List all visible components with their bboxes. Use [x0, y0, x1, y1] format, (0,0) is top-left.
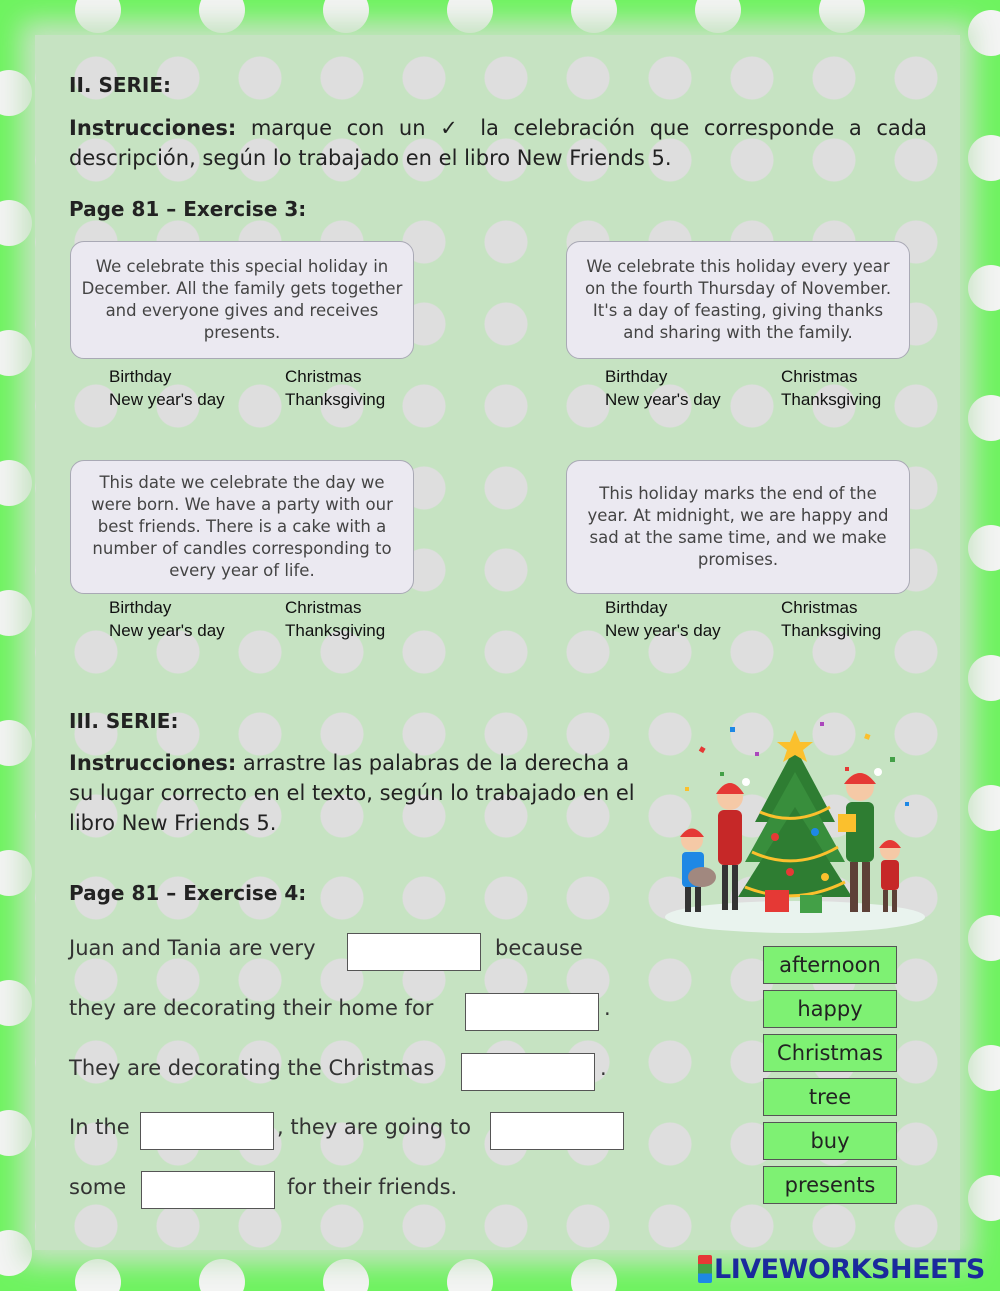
blank-drop-target-4[interactable] [140, 1112, 274, 1150]
sentence-5a: some [69, 1175, 127, 1199]
word-tile-tree[interactable]: tree [763, 1078, 897, 1116]
option-christmas[interactable]: Christmas [285, 367, 362, 386]
word-tile-presents[interactable]: presents [763, 1166, 897, 1204]
liveworksheets-logo-icon [698, 1255, 712, 1283]
description-card-3: This date we celebrate the day we were born. We have a party with our best friends. There is a cake with a number of candles corresponding to every year of life. [70, 460, 414, 594]
section3-heading: III. SERIE: [69, 709, 179, 733]
blank-drop-target-1[interactable] [347, 933, 481, 971]
blank-drop-target-3[interactable] [461, 1053, 595, 1091]
instr-text: marque con un ✓ la celebración que corresponde a cada descripción, según lo trabajado en el libro New Friends 5. [69, 116, 927, 170]
christmas-family-illustration [660, 712, 930, 937]
sentence-2a: they are decorating their home for [69, 996, 434, 1020]
option-thanksgiving[interactable]: Thanksgiving [285, 621, 386, 640]
instr-label: Instrucciones: [69, 116, 237, 140]
instr-label: Instrucciones: [69, 751, 237, 775]
sentence-1b: because [495, 936, 583, 960]
section2-heading: II. SERIE: [69, 73, 172, 97]
sentence-1a: Juan and Tania are very [69, 936, 316, 960]
word-tile-buy[interactable]: buy [763, 1122, 897, 1160]
description-card-2: We celebrate this holiday every year on the fourth Thursday of November. It's a day of feasting, giving thanks and sharing with the family. [566, 241, 910, 359]
option-christmas[interactable]: Christmas [781, 598, 858, 617]
option-christmas[interactable]: Christmas [285, 598, 362, 617]
option-birthday[interactable]: Birthday [109, 367, 172, 386]
instr-text: arrastre las palabras de la derecha a su lugar correcto en el texto, según lo trabajado en el libro New Friends 5. [69, 751, 635, 835]
option-birthday[interactable]: Birthday [605, 598, 668, 617]
option-birthday[interactable]: Birthday [109, 598, 172, 617]
sentence-3a: They are decorating the Christmas [69, 1056, 435, 1080]
word-tile-afternoon[interactable]: afternoon [763, 946, 897, 984]
blank-drop-target-5[interactable] [490, 1112, 624, 1150]
logo-text: LIVEWORKSHEETS [714, 1254, 985, 1285]
option-new-years-day[interactable]: New year's day [605, 390, 721, 409]
option-new-years-day[interactable]: New year's day [605, 621, 721, 640]
sentence-3b: . [600, 1056, 607, 1080]
description-card-1: We celebrate this special holiday in December. All the family gets together and everyone gives and receives presents. [70, 241, 414, 359]
option-thanksgiving[interactable]: Thanksgiving [781, 621, 882, 640]
boy-with-dog-figure [680, 829, 716, 913]
option-new-years-day[interactable]: New year's day [109, 621, 225, 640]
description-card-4: This holiday marks the end of the year. At midnight, we are happy and sad at the same time, and we make promises. [566, 460, 910, 594]
girl-figure [879, 840, 901, 912]
option-thanksgiving[interactable]: Thanksgiving [781, 390, 882, 409]
blank-drop-target-2[interactable] [465, 993, 599, 1031]
option-thanksgiving[interactable]: Thanksgiving [285, 390, 386, 409]
section3-instructions [69, 748, 639, 838]
sentence-4b: , they are going to [277, 1115, 471, 1139]
section2-instructions [69, 113, 927, 173]
option-christmas[interactable]: Christmas [781, 367, 858, 386]
option-birthday[interactable]: Birthday [605, 367, 668, 386]
sentence-5b: for their friends. [287, 1175, 458, 1199]
liveworksheets-logo[interactable] [698, 1254, 985, 1285]
exercise3-heading: Page 81 – Exercise 3: [69, 197, 307, 221]
christmas-tree-icon [738, 730, 852, 913]
option-new-years-day[interactable]: New year's day [109, 390, 225, 409]
sentence-2b: . [604, 996, 611, 1020]
sentence-4a: In the [69, 1115, 130, 1139]
exercise4-heading: Page 81 – Exercise 4: [69, 881, 307, 905]
blank-drop-target-6[interactable] [141, 1171, 275, 1209]
word-tile-happy[interactable]: happy [763, 990, 897, 1028]
word-tile-christmas[interactable]: Christmas [763, 1034, 897, 1072]
